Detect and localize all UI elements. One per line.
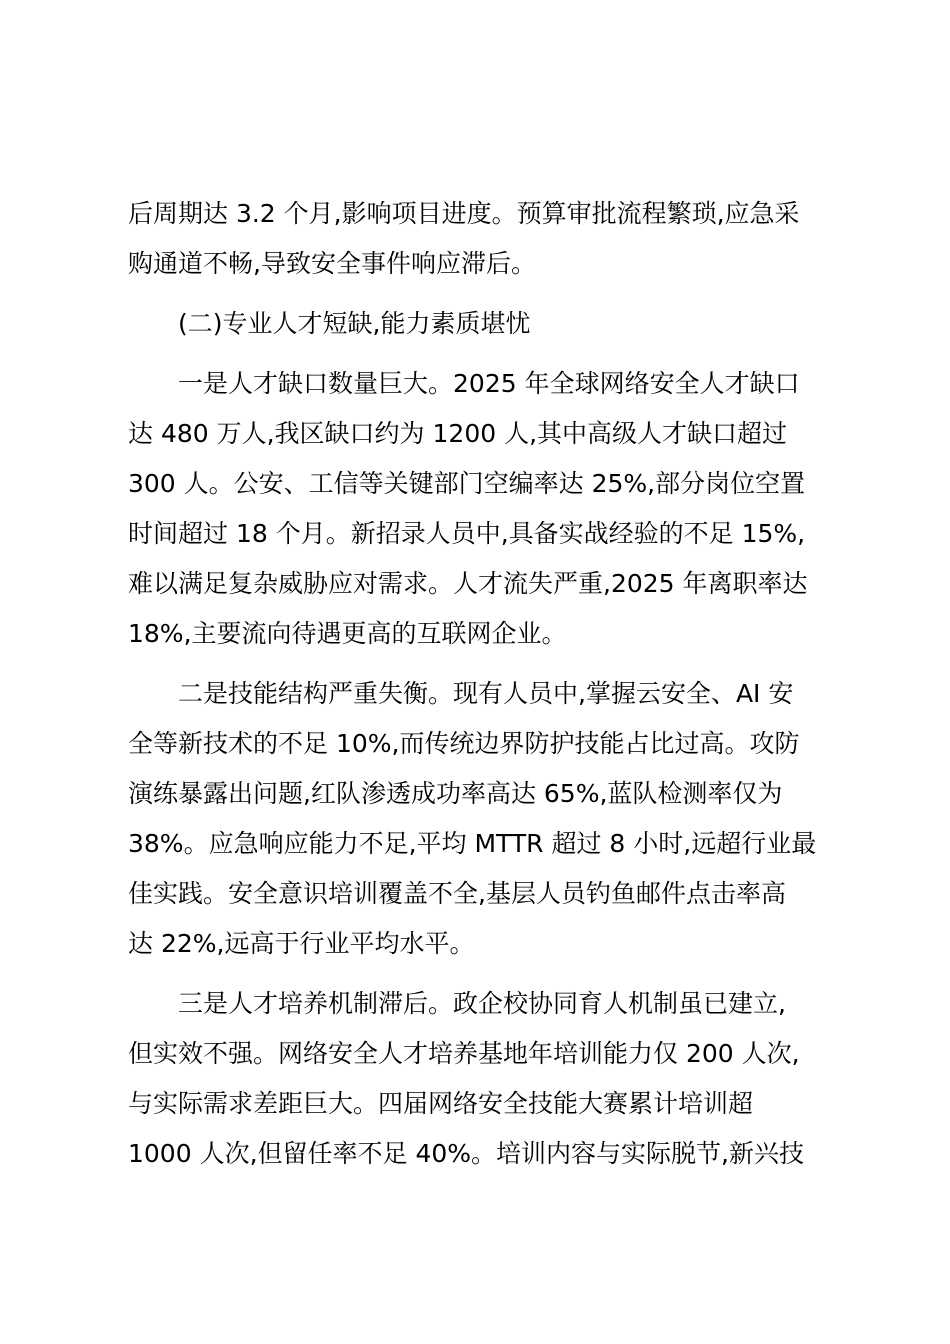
- section-heading-text: (二)专业人才短缺,能力素质堪忧: [178, 309, 531, 338]
- document-body: [128, 189, 828, 1179]
- text-line: 达 22%,远高于行业平均水平。: [128, 929, 475, 958]
- paragraph-training-mechanism: [128, 979, 828, 1179]
- section-heading: [128, 299, 828, 349]
- text-line: 一是人才缺口数量巨大。2025 年全球网络安全人才缺口: [178, 369, 800, 398]
- text-line: 1000 人次,但留任率不足 40%。培训内容与实际脱节,新兴技: [128, 1139, 804, 1168]
- text-line: 三是人才培养机制滞后。政企校协同育人机制虽已建立,: [178, 989, 786, 1018]
- paragraph-budget-delay: [128, 189, 828, 289]
- text-line: 佳实践。安全意识培训覆盖不全,基层人员钓鱼邮件点击率高: [128, 879, 786, 908]
- paragraph-talent-gap: [128, 359, 828, 659]
- text-line: 全等新技术的不足 10%,而传统边界防护技能占比过高。攻防: [128, 729, 800, 758]
- text-line: 300 人。公安、工信等关键部门空编率达 25%,部分岗位空置: [128, 469, 806, 498]
- paragraph-skill-imbalance: [128, 669, 828, 969]
- text-line: 38%。应急响应能力不足,平均 MTTR 超过 8 小时,远超行业最: [128, 829, 817, 858]
- text-line: 演练暴露出问题,红队渗透成功率高达 65%,蓝队检测率仅为: [128, 779, 783, 808]
- text-line: 二是技能结构严重失衡。现有人员中,掌握云安全、AI 安: [178, 679, 794, 708]
- text-line: 达 480 万人,我区缺口约为 1200 人,其中高级人才缺口超过: [128, 419, 788, 448]
- text-line: 但实效不强。网络安全人才培养基地年培训能力仅 200 人次,: [128, 1039, 800, 1068]
- text-line: 后周期达 3.2 个月,影响项目进度。预算审批流程繁琐,应急采: [128, 199, 800, 228]
- text-line: 18%,主要流向待遇更高的互联网企业。: [128, 619, 567, 648]
- text-line: 与实际需求差距巨大。四届网络安全技能大赛累计培训超: [128, 1089, 754, 1118]
- text-line: 难以满足复杂威胁应对需求。人才流失严重,2025 年离职率达: [128, 569, 808, 598]
- text-line: 时间超过 18 个月。新招录人员中,具备实战经验的不足 15%,: [128, 519, 806, 548]
- text-line: 购通道不畅,导致安全事件响应滞后。: [128, 249, 536, 278]
